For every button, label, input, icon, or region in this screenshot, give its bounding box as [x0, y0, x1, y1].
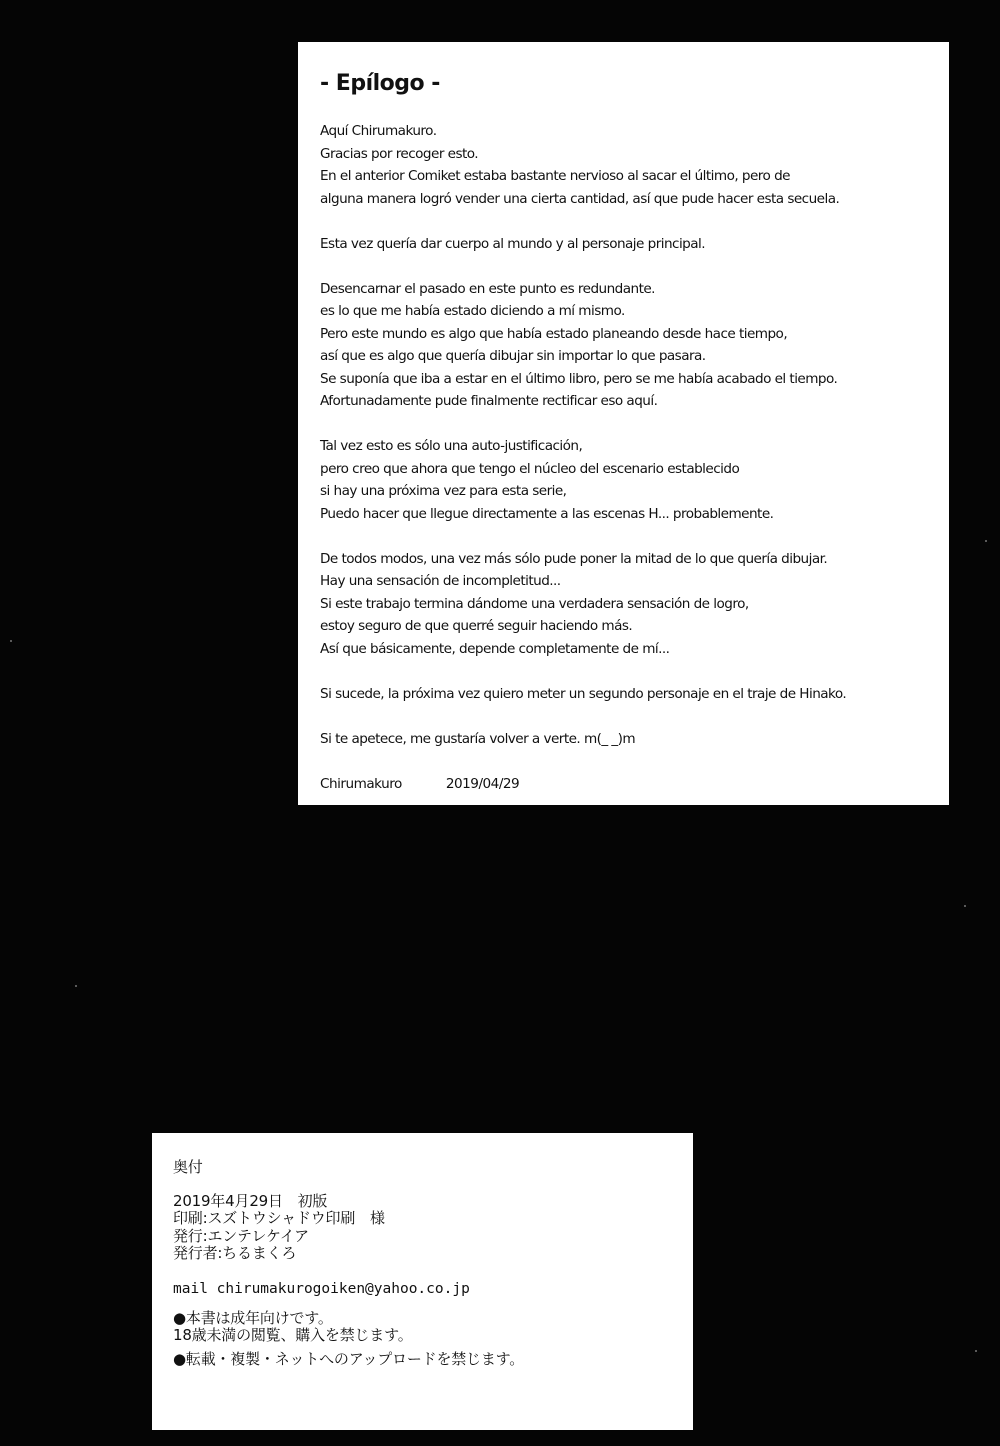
epilogue-line: así que es algo que quería dibujar sin importar lo que pasara. — [320, 348, 706, 364]
epilogue-line: alguna manera logró vender una cierta cantidad, así que pude hacer esta secuela. — [320, 190, 840, 207]
epilogue-paragraph — [320, 548, 949, 661]
epilogue-paragraph — [320, 278, 949, 413]
epilogue-line: Desencarnar el pasado en este punto es redundante. — [320, 280, 655, 297]
signature-author: Chirumakuro — [320, 775, 402, 792]
epilogue-paragraph — [320, 683, 949, 706]
epilogue-line: pero creo que ahora que tengo el núcleo del escenario establecido — [320, 460, 740, 477]
epilogue-line: Pero este mundo es algo que había estado planeando desde hace tiempo, — [320, 325, 788, 342]
background-speck — [975, 1350, 977, 1352]
colophon-notices — [173, 1310, 693, 1369]
epilogue-line: Gracias por recoger esto. — [320, 145, 479, 162]
colophon-edition: 2019年4月29日 初版 — [173, 1191, 328, 1210]
notice-copy: ●転載・複製・ネットへのアップロードを禁じます。 — [173, 1349, 525, 1368]
epilogue-line: estoy seguro de que querré seguir haciendo más. — [320, 618, 633, 634]
background-speck — [985, 540, 987, 542]
colophon-mail: mail chirumakurogoiken@yahoo.co.jp — [173, 1280, 470, 1297]
epilogue-line: Hay una sensación de incompletitud... — [320, 573, 561, 589]
epilogue-paragraph — [320, 233, 949, 256]
epilogue-paragraph — [320, 728, 949, 751]
epilogue-line: si hay una próxima vez para esta serie, — [320, 483, 567, 499]
signature-date: 2019/04/29 — [445, 775, 520, 792]
signature-line — [320, 773, 949, 795]
epilogue-line: es lo que me había estado diciendo a mí mismo. — [320, 303, 625, 319]
epilogue-line: Aquí Chirumakuro. — [320, 123, 437, 139]
background-speck — [75, 985, 77, 987]
notice-adult-line-1: ●本書は成年向けです。 — [173, 1308, 333, 1327]
epilogue-line: Tal vez esto es sólo una auto-justificación, — [320, 438, 583, 454]
epilogue-panel — [298, 42, 949, 805]
epilogue-title: - Epílogo - — [320, 71, 440, 96]
epilogue-line: Si sucede, la próxima vez quiero meter un segundo personaje en el traje de Hinako. — [320, 685, 847, 702]
epilogue-line: Puedo hacer que llegue directamente a las escenas H... probablemente. — [320, 505, 774, 522]
background-speck — [964, 905, 966, 907]
epilogue-paragraph — [320, 120, 949, 210]
epilogue-line: Así que básicamente, depende completamente de mí... — [320, 640, 670, 657]
colophon-publisher: 発行:エンテレケイア — [173, 1226, 309, 1245]
epilogue-line: De todos modos, una vez más sólo pude poner la mitad de lo que quería dibujar. — [320, 550, 828, 567]
colophon-panel — [152, 1133, 693, 1430]
colophon-heading: 奥付 — [173, 1158, 203, 1176]
epilogue-line: Si te apetece, me gustaría volver a verte. m(_ _)m — [320, 730, 636, 747]
colophon-printer: 印刷:スズトウシャドウ印刷 様 — [173, 1209, 385, 1227]
epilogue-body — [320, 120, 949, 750]
colophon-publication-info — [173, 1193, 693, 1263]
epilogue-line: En el anterior Comiket estaba bastante nervioso al sacar el último, pero de — [320, 168, 790, 184]
notice-adult-line-2: 18歳未満の閲覧、購入を禁じます。 — [173, 1326, 413, 1344]
epilogue-line: Esta vez quería dar cuerpo al mundo y al personaje principal. — [320, 235, 706, 252]
epilogue-line: Se suponía que iba a estar en el último libro, pero se me había acabado el tiempo. — [320, 370, 838, 387]
epilogue-line: Si este trabajo termina dándome una verdadera sensación de logro, — [320, 595, 749, 612]
background-speck — [10, 640, 12, 642]
epilogue-paragraph — [320, 435, 949, 525]
epilogue-line: Afortunadamente pude finalmente rectificar eso aquí. — [320, 393, 658, 409]
colophon-issuer: 発行者:ちるまくろ — [173, 1244, 297, 1262]
